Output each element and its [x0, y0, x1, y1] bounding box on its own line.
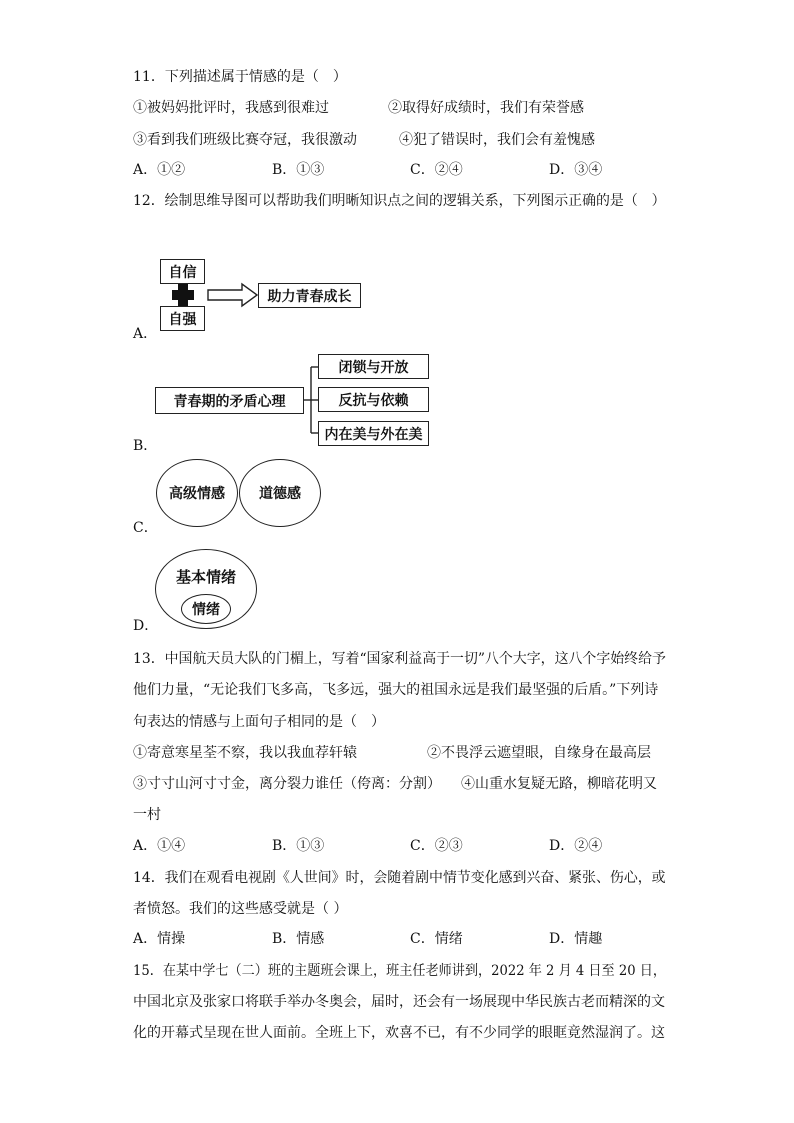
- q15-stem-line-3: 化的开幕式呈现在世人面前。全班上下，欢喜不已，有不少同学的眼眶竟然湿润了。这: [133, 1025, 665, 1041]
- q13-stem-line-2: 他们力量，“无论我们飞多高，飞多远，强大的祖国永远是我们最坚强的后盾。”下列诗: [133, 682, 659, 698]
- q11-stem: 11．下列描述属于情感的是（ ）: [133, 69, 347, 85]
- q14-option-d[interactable]: D．情趣: [549, 931, 603, 947]
- q12-stem: 12．绘制思维导图可以帮助我们明晰知识点之间的逻辑关系，下列图示正确的是（ ）: [133, 193, 666, 209]
- diagram-d-outer-circle: 基本情绪: [155, 549, 257, 629]
- diagram-b-branch-2: 反抗与依赖: [318, 387, 429, 412]
- q11-statement-2: ②取得好成绩时，我们有荣誉感: [388, 100, 584, 116]
- q13-option-a[interactable]: A．①④: [133, 838, 186, 854]
- diagram-a-result-box: 助力青春成长: [258, 283, 361, 308]
- diagram-c-left-circle: 高级情感: [156, 459, 238, 527]
- q14-option-a[interactable]: A．情操: [133, 931, 186, 947]
- q11-option-b[interactable]: B．①③: [272, 162, 325, 178]
- diagram-b-root-box: 青春期的矛盾心理: [155, 387, 304, 414]
- q11-option-c[interactable]: C．②④: [410, 162, 463, 178]
- q11-statement-4: ④犯了错误时，我们会有羞愧感: [399, 132, 595, 148]
- diagram-d-inner-circle: 情绪: [181, 594, 231, 624]
- q14-option-c[interactable]: C．情绪: [410, 931, 463, 947]
- q13-statement-2: ②不畏浮云遮望眼，自缘身在最高层: [427, 745, 651, 761]
- q12-option-a[interactable]: A．: [133, 326, 158, 342]
- q13-statement-4b: 一村: [133, 807, 161, 823]
- q13-stem-line-1: 13．中国航天员大队的门楣上，写着“国家利益高于一切”八个大字，这八个字始终给予: [133, 651, 666, 667]
- plus-icon: [172, 284, 194, 306]
- q13-option-c[interactable]: C．②③: [410, 838, 463, 854]
- q15-stem-line-2: 中国北京及张家口将联手举办冬奥会，届时，还会有一场展现中华民族古老而精深的文: [133, 994, 665, 1010]
- diagram-c-right-circle: 道德感: [239, 459, 321, 527]
- q14-stem-line-2: 者愤怒。我们的这些感受就是（ ）: [133, 901, 348, 917]
- diagram-a-bottom-box: 自强: [160, 306, 205, 331]
- q12-option-b[interactable]: B．: [133, 438, 158, 454]
- q15-stem-line-1: 15．在某中学七（二）班的主题班会课上，班主任老师讲到，2022 年 2 月 4 日至 20 日，: [133, 963, 667, 979]
- q14-stem-line-1: 14．我们在观看电视剧《人世间》时，会随着剧中情节变化感到兴奋、紧张、伤心，或: [133, 870, 666, 886]
- q12-option-d[interactable]: D．: [133, 618, 159, 634]
- q11-option-d[interactable]: D．③④: [549, 162, 603, 178]
- q13-stem-line-3: 句表达的情感与上面句子相同的是（ ）: [133, 714, 385, 730]
- q13-option-b[interactable]: B．①③: [272, 838, 325, 854]
- q13-statement-4a: ④山重水复疑无路，柳暗花明又: [461, 776, 657, 792]
- q11-option-a[interactable]: A．①②: [133, 162, 186, 178]
- arrow-right-icon: [208, 284, 258, 306]
- q11-statement-1: ①被妈妈批评时，我感到很难过: [133, 100, 329, 116]
- diagram-b-bracket: [304, 366, 318, 434]
- diagram-b-branch-1: 闭锁与开放: [318, 354, 429, 379]
- q12-option-c[interactable]: C．: [133, 520, 158, 536]
- q11-statement-3: ③看到我们班级比赛夺冠，我很激动: [133, 132, 357, 148]
- q13-statement-1: ①寄意寒星荃不察，我以我血荐轩辕: [133, 745, 357, 761]
- diagram-b-branch-3: 内在美与外在美: [318, 421, 429, 446]
- diagram-a-top-box: 自信: [160, 259, 205, 284]
- q14-option-b[interactable]: B．情感: [272, 931, 325, 947]
- q13-statement-3: ③寸寸山河寸寸金，离分裂力谁任（侉离：分割）: [133, 776, 441, 792]
- q13-option-d[interactable]: D．②④: [549, 838, 603, 854]
